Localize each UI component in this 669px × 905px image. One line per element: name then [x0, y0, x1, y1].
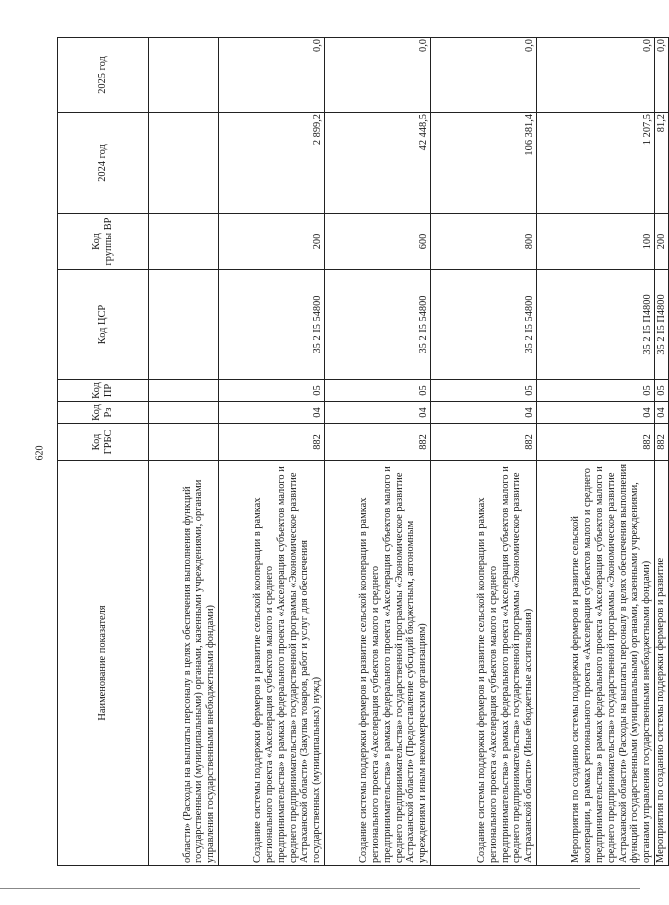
cell-2024: 42 448,5 — [325, 113, 431, 214]
cell-2024: 1 207,5 — [537, 113, 655, 214]
header-csr: Код ЦСР — [58, 270, 149, 380]
cell-vr — [149, 214, 219, 270]
header-name: Наименование показателя — [58, 461, 149, 866]
cell-csr — [149, 270, 219, 380]
table-header-row — [58, 38, 149, 866]
scan-edge-line — [0, 888, 640, 889]
cell-pr: 05 — [219, 380, 325, 402]
table-row — [537, 38, 655, 866]
cell-2024: 106 381,4 — [431, 113, 537, 214]
cell-name: Мероприятия по созданию системы поддержки фермеров и развитие сельской кооперации, в рамках регионального проекта «Акселерация субъектов малого и среднего предпринимательства» в рамках федерального проекта «Акселерация субъектов малого и среднего предпринимательства» государственной программы «Экономическое развитие Астраханской области» (Расходы на выплаты персоналу в целях обеспечения выполнения функций государственными (муниципальными) органами, казенными учреждениями, органами управления государственными внебюджетными фондами) — [537, 461, 655, 866]
cell-rz: 04 — [537, 402, 655, 424]
cell-name: области» (Расходы на выплаты персоналу в целях обеспечения выполнения функций государственными (муниципальными) органами, казенными учреждениями, органами управления государственными внебюджетными фондами) — [149, 461, 219, 866]
cell-rz: 04 — [431, 402, 537, 424]
cell-name: Мероприятия по созданию системы поддержки фермеров и развитие — [655, 461, 669, 866]
cell-csr: 35 2 I5 54800 — [219, 270, 325, 380]
cell-2024: 2 899,2 — [219, 113, 325, 214]
cell-csr: 35 2 I5 54800 — [325, 270, 431, 380]
cell-pr: 05 — [537, 380, 655, 402]
cell-grbs: 882 — [431, 424, 537, 461]
cell-grbs — [149, 424, 219, 461]
cell-vr: 200 — [655, 214, 669, 270]
table-row — [655, 38, 669, 866]
table-row — [219, 38, 325, 866]
header-vr: Код группы ВР — [58, 214, 149, 270]
cell-2025 — [149, 38, 219, 113]
cell-grbs: 882 — [537, 424, 655, 461]
cell-2024 — [149, 113, 219, 214]
cell-pr: 05 — [325, 380, 431, 402]
cell-grbs: 882 — [219, 424, 325, 461]
cell-csr: 35 2 I5 П4800 — [537, 270, 655, 380]
cell-csr: 35 2 I5 П4800 — [655, 270, 669, 380]
cell-2024: 81,2 — [655, 113, 669, 214]
table-row — [149, 38, 219, 866]
cell-csr: 35 2 I5 54800 — [431, 270, 537, 380]
cell-pr — [149, 380, 219, 402]
cell-rz: 04 — [219, 402, 325, 424]
header-2025: 2025 год — [58, 38, 149, 113]
header-pr: Код ПР — [58, 380, 149, 402]
rotated-page-content — [57, 38, 668, 866]
cell-rz — [149, 402, 219, 424]
header-2024: 2024 год — [58, 113, 149, 214]
header-rz: Код Рз — [58, 402, 149, 424]
table-row — [431, 38, 537, 866]
cell-grbs: 882 — [325, 424, 431, 461]
cell-name: Создание системы поддержки фермеров и развитие сельской кооперации в рамках регионального проекта «Акселерация субъектов малого и среднего предпринимательства» в рамках федерального проекта «Акселерация субъектов малого и среднего предпринимательства» государственной программы «Экономическое развитие Астраханской области» (Иные бюджетные ассигнования) — [431, 461, 537, 866]
cell-2025: 0,0 — [431, 38, 537, 113]
cell-2025: 0,0 — [655, 38, 669, 113]
cell-name: Создание системы поддержки фермеров и развитие сельской кооперации в рамках регионального проекта «Акселерация субъектов малого и среднего предпринимательства» в рамках федерального проекта «Акселерация субъектов малого и среднего предпринимательства» государственной программы «Экономическое развитие Астраханской области» (Предоставление субсидий бюджетным, автономным учреждениям и иным некоммерческим организациям) — [325, 461, 431, 866]
cell-grbs: 882 — [655, 424, 669, 461]
cell-name: Создание системы поддержки фермеров и развитие сельской кооперации в рамках регионального проекта «Акселерация субъектов малого и среднего предпринимательства» в рамках федерального проекта «Акселерация субъектов малого и среднего предпринимательства» государственной программы «Экономическое развитие Астраханской области» (Закупка товаров, работ и услуг для обеспечения государственных (муниципальных) нужд) — [219, 461, 325, 866]
cell-vr: 200 — [219, 214, 325, 270]
cell-pr: 05 — [655, 380, 669, 402]
cell-pr: 05 — [431, 380, 537, 402]
budget-table — [57, 37, 669, 866]
cell-2025: 0,0 — [325, 38, 431, 113]
cell-vr: 100 — [537, 214, 655, 270]
cell-vr: 800 — [431, 214, 537, 270]
cell-rz: 04 — [655, 402, 669, 424]
cell-vr: 600 — [325, 214, 431, 270]
page-number: 620 — [34, 445, 46, 461]
header-grbs: Код ГРБС — [58, 424, 149, 461]
cell-rz: 04 — [325, 402, 431, 424]
table-row — [325, 38, 431, 866]
cell-2025: 0,0 — [219, 38, 325, 113]
cell-2025: 0,0 — [537, 38, 655, 113]
